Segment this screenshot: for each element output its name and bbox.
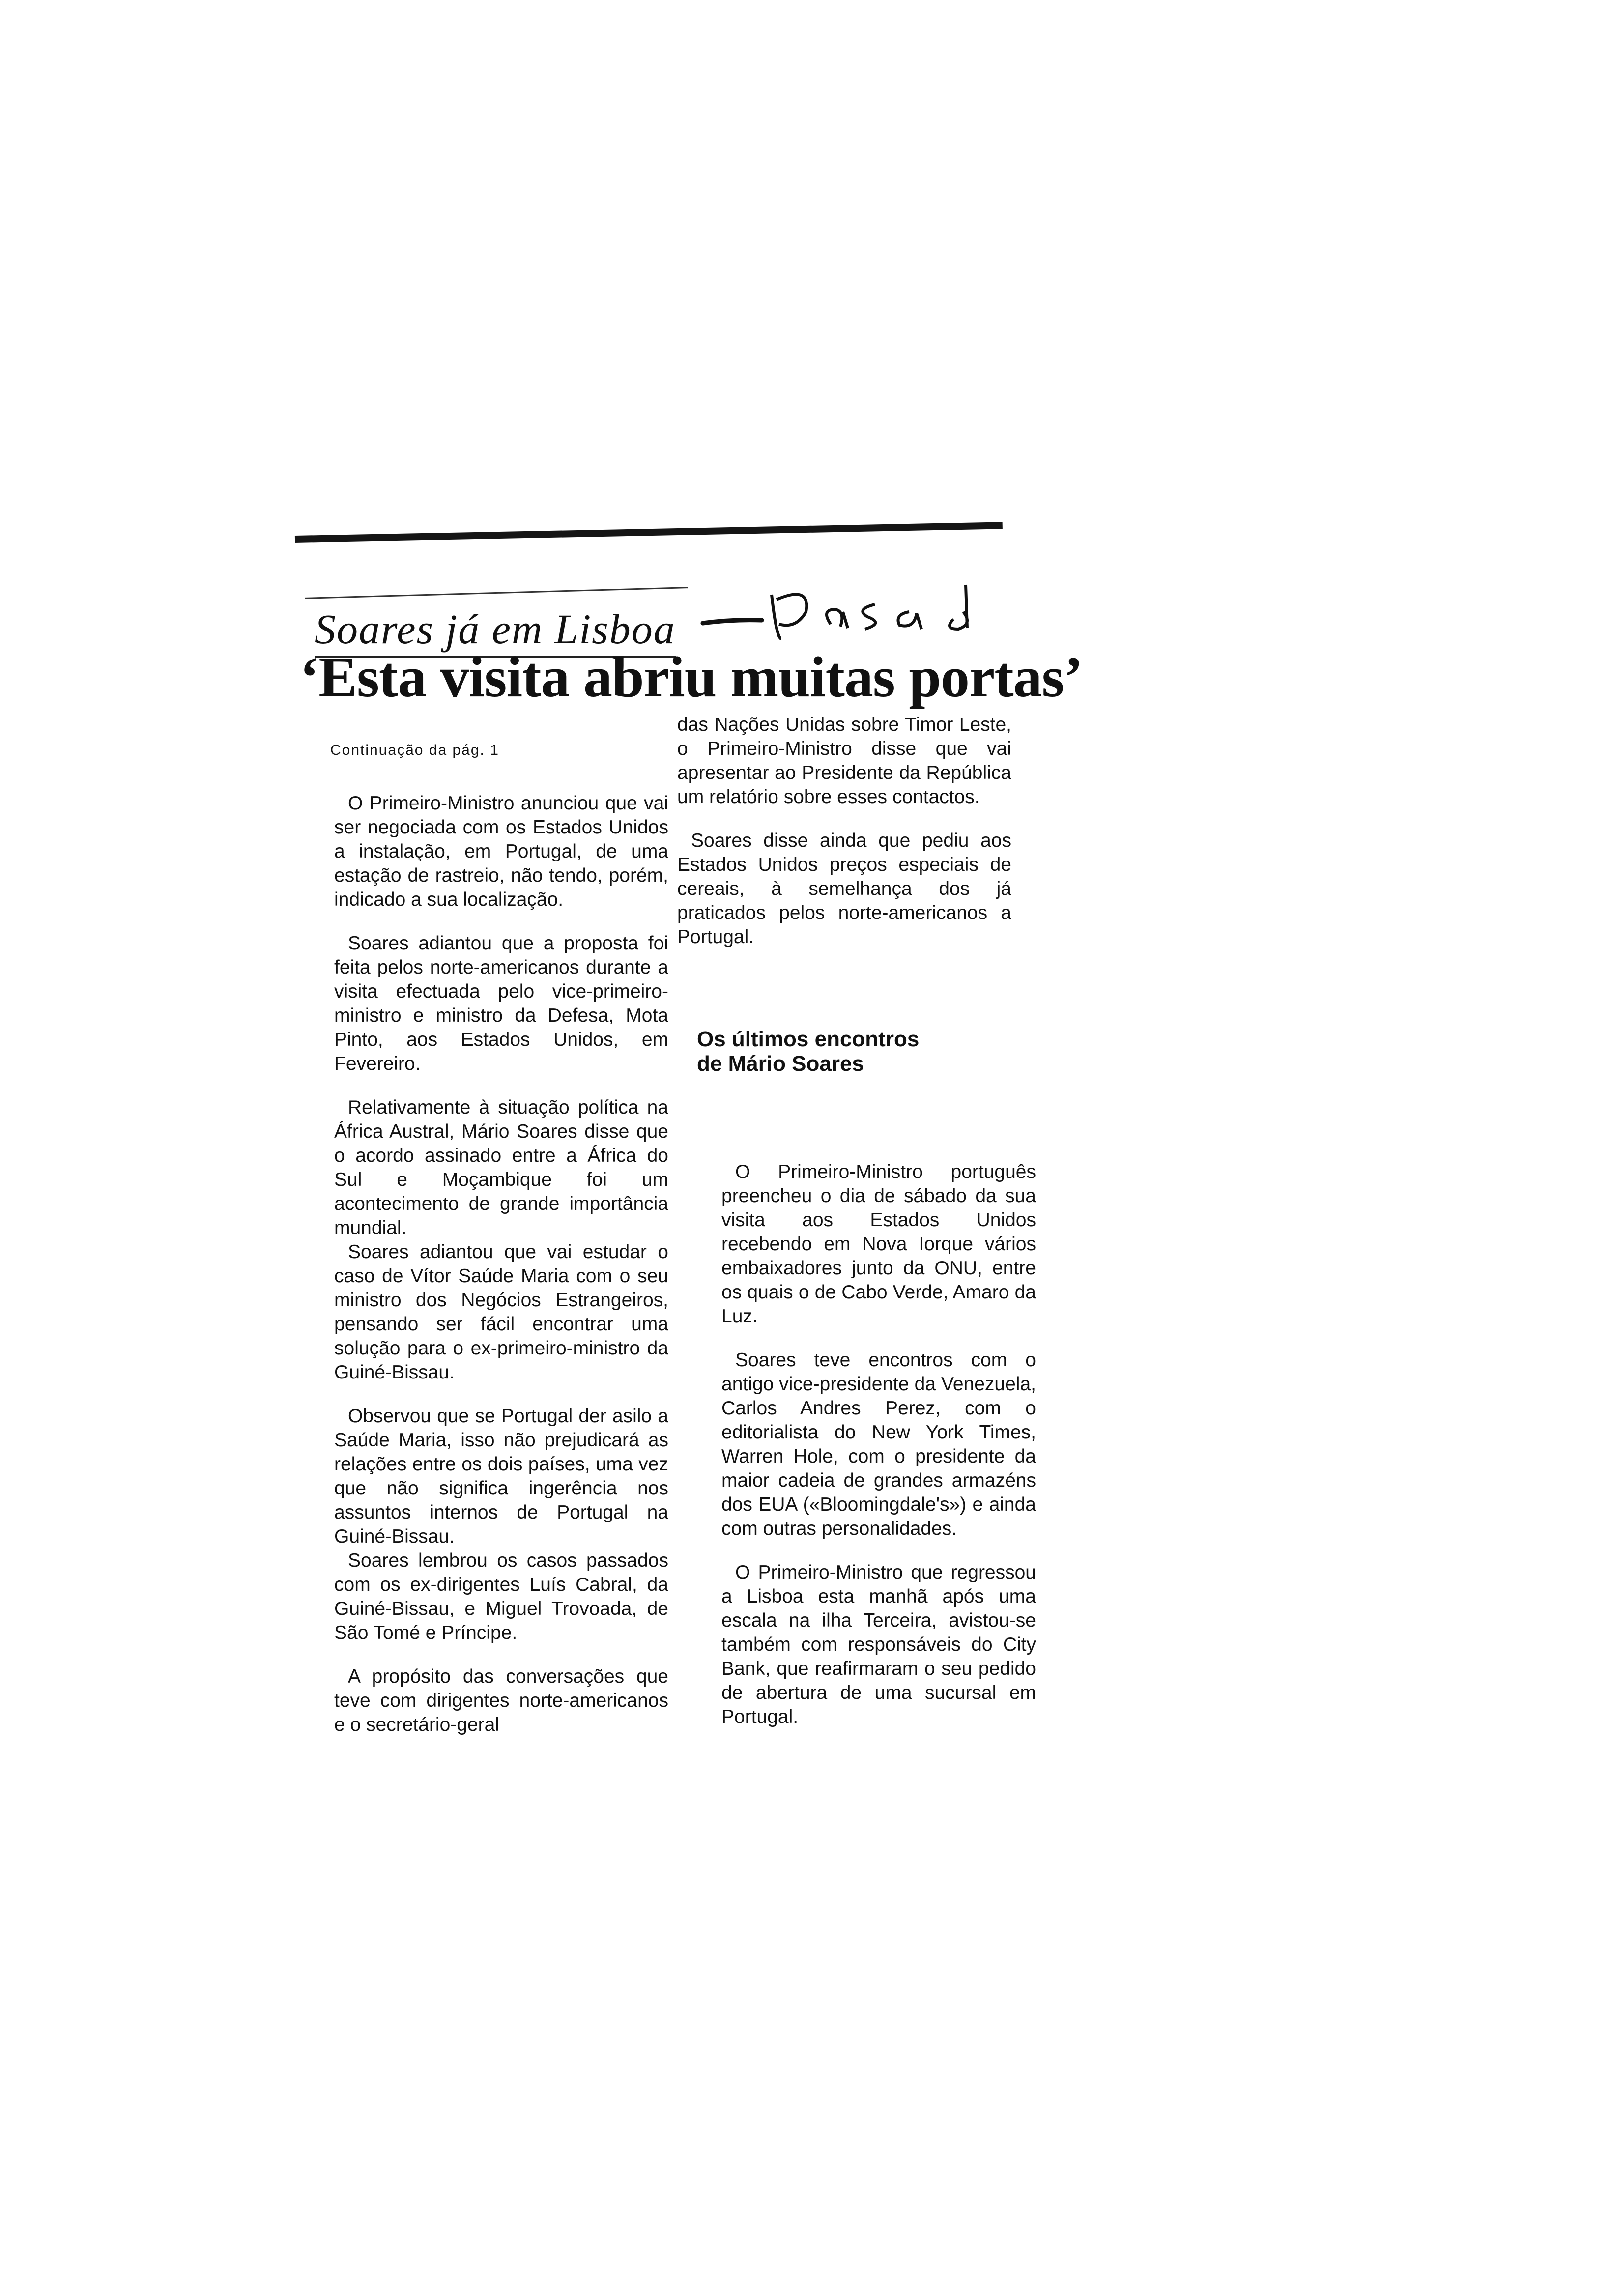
paragraph: Soares disse ainda que pediu aos Estados Unidos preços especiais de cereais, à semelhança dos já praticados pelos norte-americanos a Portugal. [677, 830, 1011, 947]
paragraph: Observou que se Portugal der asilo a Saúde Maria, isso não prejudicará as relações entre os dois países, uma vez que não significa ingerência nos assuntos internos de Portugal na Guiné-Bissau. [334, 1406, 668, 1547]
handwritten-annotation [698, 565, 993, 649]
header-thin-rule [305, 587, 688, 599]
kicker: Soares já em Lisboa [315, 604, 676, 658]
paragraph: A propósito das conversações que teve com dirigentes norte-americanos e o secretário-geral [334, 1666, 668, 1735]
paragraph: Soares adiantou que a proposta foi feita pelos norte-americanos durante a visita efectuada pelo vice-primeiro-ministro e ministro da Defesa, Mota Pinto, aos Estados Unidos, em Fevereiro. [334, 933, 668, 1074]
paragraph: Soares lembrou os casos passados com os ex-dirigentes Luís Cabral, da Guiné-Bissau, e Miguel Trovoada, de São Tomé e Príncipe. [334, 1550, 668, 1643]
paragraph: Soares teve encontros com o antigo vice-presidente da Venezuela, Carlos Andres Perez, com o editorialista do New York Times, Warren Hole, com o presidente da maior cadeia de grandes armazéns dos EUA («Bloomingdale's») e ainda com outras personalidades. [721, 1349, 1036, 1539]
subheading: Os últimos encontros de Mário Soares [697, 1027, 920, 1076]
header-rule [295, 522, 1003, 543]
paragraph: Soares adiantou que vai estudar o caso de Vítor Saúde Maria com o seu ministro dos Negócios Estrangeiros, pensando ser fácil encontrar uma solução para o ex-primeiro-ministro da Guiné-Bissau. [334, 1241, 668, 1383]
paragraph: O Primeiro-Ministro anunciou que vai ser negociada com os Estados Unidos a instalação, em Portugal, de uma estação de rastreio, não tendo, porém, indicado a sua localização. [334, 793, 668, 910]
continuation-note: Continuação da pág. 1 [330, 742, 499, 758]
column-2 [677, 713, 1011, 969]
paragraph: Relativamente à situação política na África Austral, Mário Soares disse que o acordo assinado entre a África do Sul e Moçambique foi um acontecimento de grande importância mundial. [334, 1097, 668, 1238]
paragraph: das Nações Unidas sobre Timor Leste, o Primeiro-Ministro disse que vai apresentar ao Presidente da República um relatório sobre esses contactos. [677, 714, 1011, 807]
paragraph: O Primeiro-Ministro que regressou a Lisboa esta manhã após uma escala na ilha Terceira, avistou-se também com responsáveis do City Bank, que reafirmaram o seu pedido de abertura de uma sucursal em Portugal. [721, 1562, 1036, 1727]
headline: ‘Esta visita abriu muitas portas’ [300, 645, 1083, 709]
paragraph: O Primeiro-Ministro português preencheu o dia de sábado da sua visita aos Estados Unidos recebendo em Nova Iorque vários embaixadores junto da ONU, entre os quais o de Cabo Verde, Amaro da Luz. [721, 1161, 1036, 1327]
column-1 [334, 791, 668, 1756]
column-2-continued [721, 1160, 1036, 1749]
